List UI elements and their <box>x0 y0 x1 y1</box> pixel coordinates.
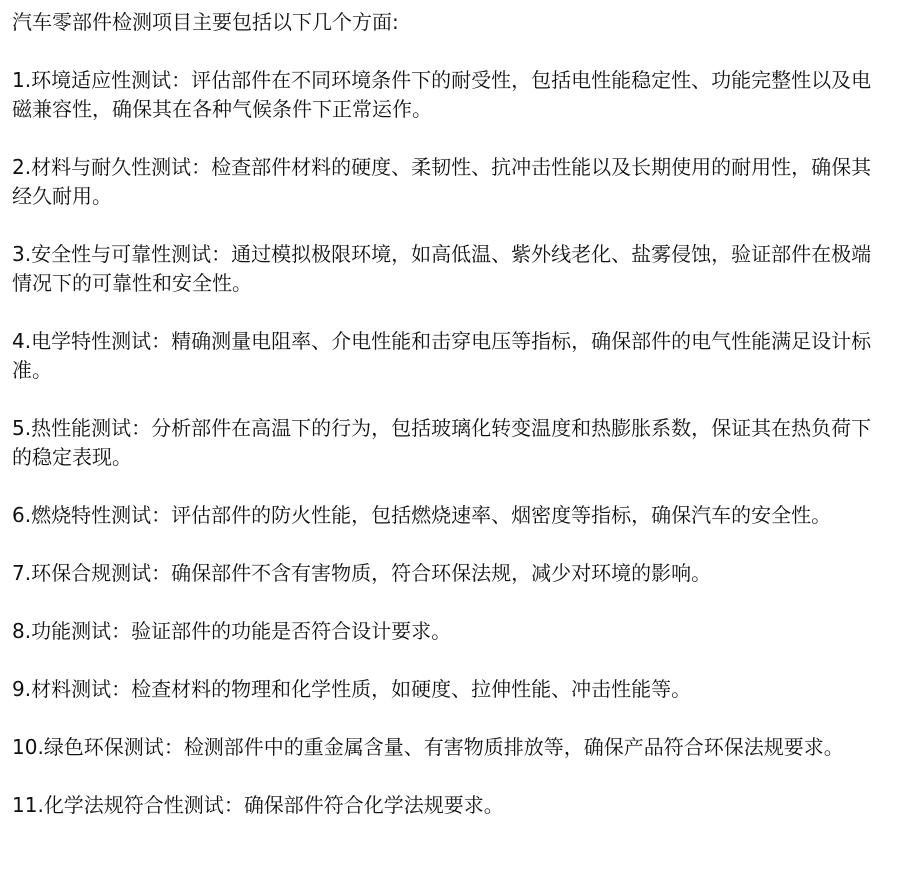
item-number: 4 <box>12 329 25 353</box>
paragraph-gap <box>12 211 888 240</box>
item-list <box>12 37 888 820</box>
item-number: 2 <box>12 155 25 179</box>
item-body: 检测部件中的重金属含量、有害物质排放等，确保产品符合环保法规要求。 <box>183 735 844 759</box>
list-item: 5.热性能测试：分析部件在高温下的行为，包括玻璃化转变温度和热膨胀系数，保证其在热负荷下的稳定表现。 <box>12 416 872 469</box>
list-item: 7.环保合规测试：确保部件不含有害物质，符合环保法规，减少对环境的影响。 <box>12 561 712 585</box>
paragraph-gap <box>12 762 888 791</box>
item-title: 环境适应性测试 <box>31 68 172 92</box>
item-title: 安全性与可靠性测试 <box>31 242 212 266</box>
list-item: 11.化学法规符合性测试：确保部件符合化学法规要求。 <box>12 793 504 817</box>
item-body: 通过模拟极限环境，如高低温、紫外线老化、盐雾侵蚀，验证部件在极端情况下的可靠性和安全性。 <box>12 242 872 295</box>
paragraph-gap <box>12 385 888 414</box>
item-number: 3 <box>12 242 25 266</box>
item-body: 精确测量电阻率、介电性能和击穿电压等指标，确保部件的电气性能满足设计标准。 <box>12 329 872 382</box>
item-number: 9 <box>12 677 25 701</box>
list-item: 4.电学特性测试：精确测量电阻率、介电性能和击穿电压等指标，确保部件的电气性能满足设计标准。 <box>12 329 872 382</box>
item-number: 8 <box>12 619 25 643</box>
item-body: 评估部件的防火性能，包括燃烧速率、烟密度等指标，确保汽车的安全性。 <box>171 503 832 527</box>
paragraph-gap <box>12 124 888 153</box>
item-body: 评估部件在不同环境条件下的耐受性，包括电性能稳定性、功能完整性以及电磁兼容性，确保其在各种气候条件下正常运作。 <box>12 68 872 121</box>
item-title: 功能测试 <box>31 619 112 643</box>
item-body: 检查部件材料的硬度、柔韧性、抗冲击性能以及长期使用的耐用性，确保其经久耐用。 <box>12 155 872 208</box>
paragraph-gap <box>12 298 888 327</box>
list-item: 2.材料与耐久性测试：检查部件材料的硬度、柔韧性、抗冲击性能以及长期使用的耐用性，确保其经久耐用。 <box>12 155 872 208</box>
item-number: 10 <box>12 735 38 759</box>
item-title: 环保合规测试 <box>31 561 152 585</box>
paragraph-gap <box>12 588 888 617</box>
item-title: 材料测试 <box>31 677 112 701</box>
list-item: 1.环境适应性测试：评估部件在不同环境条件下的耐受性，包括电性能稳定性、功能完整性以及电磁兼容性，确保其在各种气候条件下正常运作。 <box>12 68 872 121</box>
item-number: 7 <box>12 561 25 585</box>
list-item: 9.材料测试：检查材料的物理和化学性质，如硬度、拉伸性能、冲击性能等。 <box>12 677 692 701</box>
item-title: 热性能测试 <box>31 416 132 440</box>
item-body: 验证部件的功能是否符合设计要求。 <box>131 619 452 643</box>
list-item: 6.燃烧特性测试：评估部件的防火性能，包括燃烧速率、烟密度等指标，确保汽车的安全性。 <box>12 503 832 527</box>
paragraph-gap <box>12 530 888 559</box>
item-body: 检查材料的物理和化学性质，如硬度、拉伸性能、冲击性能等。 <box>131 677 692 701</box>
intro-paragraph: 汽车零部件检测项目主要包括以下几个方面: <box>12 10 399 34</box>
item-number: 6 <box>12 503 25 527</box>
paragraph-gap <box>12 37 888 66</box>
item-title: 材料与耐久性测试 <box>31 155 192 179</box>
list-item: 3.安全性与可靠性测试：通过模拟极限环境，如高低温、紫外线老化、盐雾侵蚀，验证部件在极端情况下的可靠性和安全性。 <box>12 242 872 295</box>
item-body: 确保部件不含有害物质，符合环保法规，减少对环境的影响。 <box>171 561 712 585</box>
list-item: 8.功能测试：验证部件的功能是否符合设计要求。 <box>12 619 452 643</box>
item-title: 绿色环保测试 <box>43 735 164 759</box>
item-body: 确保部件符合化学法规要求。 <box>243 793 504 817</box>
list-item: 10.绿色环保测试：检测部件中的重金属含量、有害物质排放等，确保产品符合环保法规要求。 <box>12 735 844 759</box>
item-number: 1 <box>12 68 25 92</box>
item-number: 5 <box>12 416 25 440</box>
item-title: 化学法规符合性测试 <box>43 793 224 817</box>
item-title: 燃烧特性测试 <box>31 503 152 527</box>
paragraph-gap <box>12 472 888 501</box>
paragraph-gap <box>12 646 888 675</box>
item-body: 分析部件在高温下的行为，包括玻璃化转变温度和热膨胀系数，保证其在热负荷下的稳定表现。 <box>12 416 872 469</box>
item-title: 电学特性测试 <box>31 329 152 353</box>
item-number: 11 <box>12 793 38 817</box>
paragraph-gap <box>12 704 888 733</box>
